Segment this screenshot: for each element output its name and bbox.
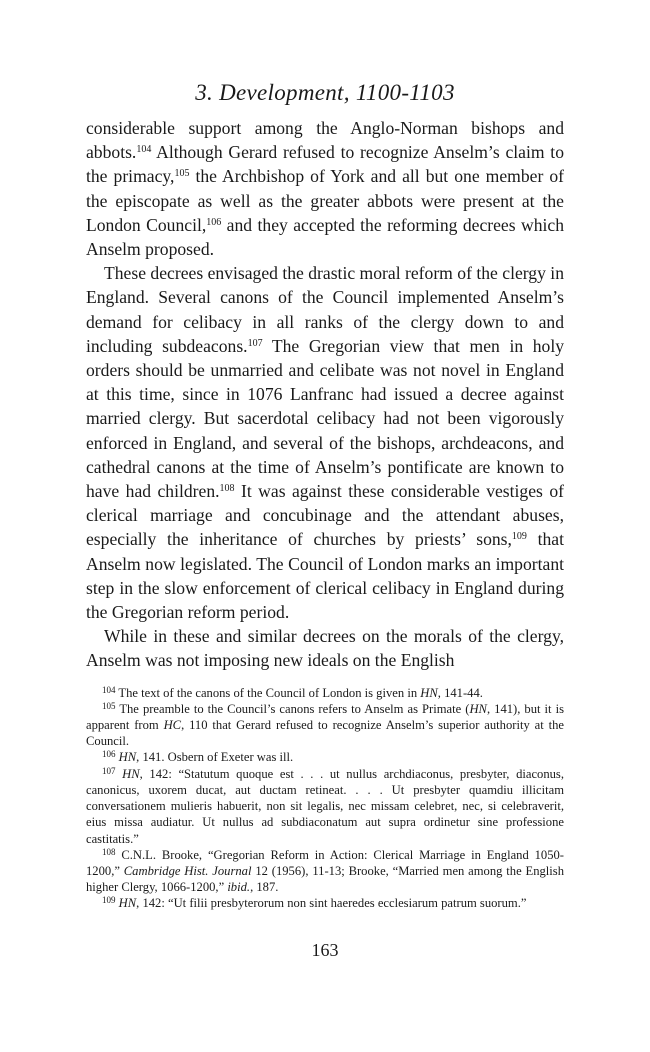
body-paragraph (86, 624, 564, 672)
footnote-number: 105 (102, 700, 116, 711)
page (86, 78, 564, 912)
footnote-number: 104 (102, 684, 116, 695)
text-run: The preamble to the Council’s canons refers to Anselm as Primate ( (115, 701, 470, 716)
italic-text: HN (469, 701, 487, 716)
footnote (86, 685, 564, 701)
text-run: that Anselm now legislated. The Council of London marks an important step in the slow enforcement of clerical celibacy in England during the Gregorian reform period. (86, 529, 564, 623)
text-run: , 142: “Statutum quoque est . . . ut nullus archdiaconus, presbyter, diaconus, canonicus, uxorem ducat, aut ductam retineat. . . . Ut presbyter quamdiu illicitam conversationem mulieris habuerit, non sit legalis, nec missam celebret, nec, si celebraverit, eius missa audiatur. Ut nullus ad subdiaconatum aut supra ordinetur sine professione castitatis.” (86, 766, 564, 846)
footnote (86, 895, 564, 911)
text-run: 12 (1956), 11-13; Brooke, “Married men among the English higher Clergy, 1066-1200,” (86, 863, 565, 895)
running-head: 3. Development, 1100-1103 (195, 80, 455, 105)
body-paragraph (86, 116, 564, 261)
text-run: , 187. (250, 880, 279, 895)
italic-text: HN (118, 896, 137, 911)
footnote-ref: 106 (206, 216, 222, 228)
footnote (86, 701, 564, 750)
text-run: , 141-44. (437, 685, 483, 700)
italic-text: ibid. (227, 880, 251, 895)
footnote-ref: 105 (174, 168, 190, 180)
text-run: , 141. Osbern of Exeter was ill. (136, 750, 294, 765)
text-run: It was against these considerable vestiges of clerical marriage and concubinage and the attendant abuses, especially the inheritance of churches by priests’ sons, (86, 481, 564, 550)
text-run: The Gregorian view that men in holy orders should be unmarried and celibate was not novel in England at this time, since in 1076 Lanfranc had issued a decree against married clergy. But sacerdotal celibacy had not been vigorously enforced in England, and several of the bishops, archdeacons, and cathedral canons at the time of Anselm’s pontificate are known to have had children. (86, 335, 565, 502)
footnote-ref: 109 (511, 531, 527, 543)
text-run: These decrees envisaged the drastic moral reform of the clergy in England. Several canons of the Council implemented Anselm’s demand for celibacy in all ranks of the clergy down to and including subdeacons. (86, 263, 564, 356)
body-paragraph (86, 261, 564, 624)
text-run: , 141), but it is apparent from (86, 701, 564, 733)
text-run: , 142: “Ut filii presbyterorum non sint haeredes ecclesiarum patrum suorum.” (136, 896, 527, 911)
footnote-number: 107 (102, 765, 116, 776)
text-run: The text of the canons of the Council of London is given in (115, 685, 421, 700)
text-run: Although Gerard refused to recognize Anselm’s claim to the primacy, (86, 142, 564, 187)
text-run: considerable support among the Anglo-Norman bishops and abbots. (86, 118, 564, 163)
footnote-ref: 107 (247, 337, 263, 349)
italic-text: HC (163, 718, 182, 733)
text-run: , 110 that Gerard refused to recognize Anselm’s superior authority at the Council. (86, 718, 564, 749)
text-run: C.N.L. Brooke, “Gregorian Reform in Action: Clerical Marriage in England 1050-1200,” (86, 847, 564, 878)
footnote-ref: 104 (136, 144, 152, 156)
text-run: and they accepted the reforming decrees which Anselm proposed. (86, 214, 564, 260)
italic-text: HN (118, 750, 137, 765)
footnote-number: 108 (102, 846, 116, 857)
footnote (86, 749, 564, 765)
footnote (86, 847, 564, 896)
footnote-number: 106 (102, 749, 116, 760)
text-run: the Archbishop of York and all but one member of the episcopate as well as the greater abbots were present at the London Council, (86, 166, 565, 235)
italic-text: Cambridge Hist. Journal (123, 863, 252, 878)
page-number: 163 (311, 940, 339, 960)
italic-text: HN (122, 766, 140, 781)
footnote-ref: 108 (219, 483, 235, 495)
italic-text: HN (420, 685, 438, 700)
body-text (86, 116, 564, 673)
footnote (86, 766, 564, 847)
footnote-number: 109 (102, 895, 116, 906)
text-run: While in these and similar decrees on the morals of the clergy, Anselm was not imposing new ideals on the English (86, 626, 564, 671)
footnotes (86, 685, 564, 912)
